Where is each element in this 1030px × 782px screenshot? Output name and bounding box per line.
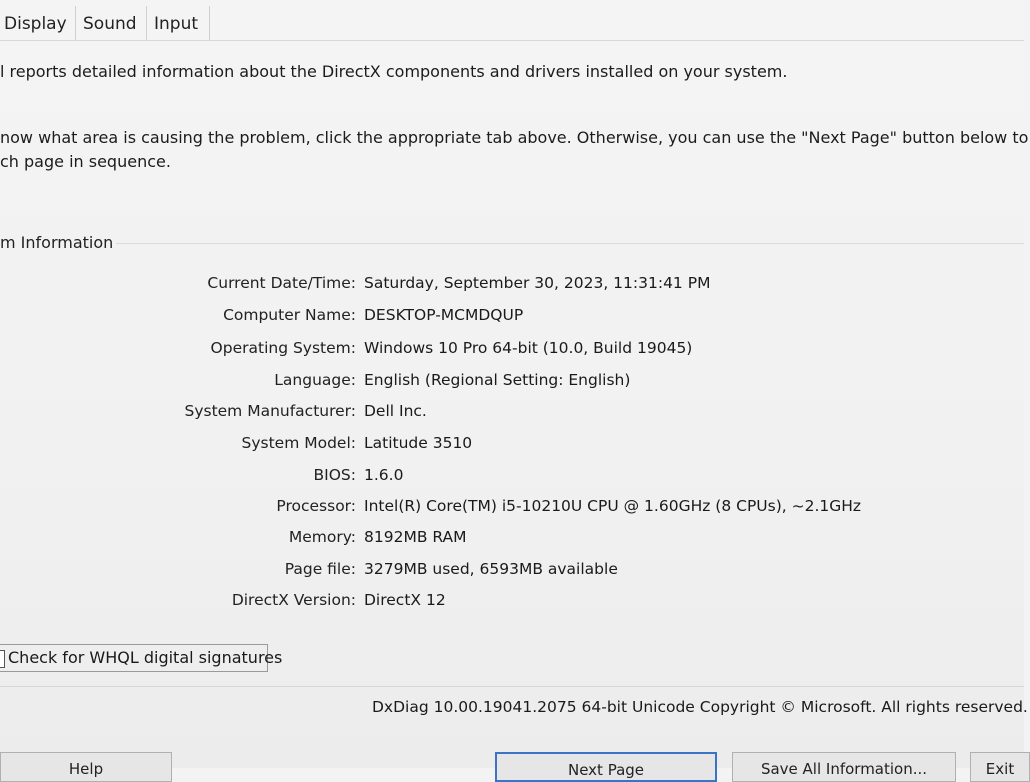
info-value: 1.6.0 [364,466,404,484]
info-value: Windows 10 Pro 64-bit (10.0, Build 19045) [364,339,693,357]
next-page-button-label: Next Page [567,761,645,779]
info-label: Page file: [284,560,356,578]
info-row-system-model [0,434,1024,458]
help-button[interactable] [0,752,172,782]
info-label: Language: [274,371,356,389]
whql-checkbox-control[interactable] [0,644,283,672]
info-row-operating-system [0,339,1024,363]
tab-input[interactable]: Input [148,6,210,40]
save-all-button-label: Save All Information... [760,760,928,778]
info-value: Intel(R) Core(TM) i5-10210U CPU @ 1.60GHz (8 CPUs), ~2.1GHz [364,497,862,515]
info-row-datetime [0,274,1024,298]
info-value: 8192MB RAM [364,528,467,546]
version-copyright-text: DxDiag 10.00.19041.2075 64-bit Unicode Copyright © Microsoft. All rights reserved. [372,698,1028,716]
info-value: Saturday, September 30, 2023, 11:31:41 PM [364,274,711,292]
tab-display[interactable]: Display [0,6,76,40]
info-label: Memory: [288,528,356,546]
info-label: Computer Name: [223,306,356,324]
exit-button[interactable] [970,752,1030,782]
next-page-button[interactable] [495,752,717,782]
whql-checkbox-label[interactable]: Check for WHQL digital signatures [8,648,283,667]
info-label: BIOS: [313,466,356,484]
info-row-page-file [0,560,1024,584]
info-value: 3279MB used, 6593MB available [364,560,618,578]
info-label: System Model: [241,434,356,452]
info-label: Current Date/Time: [207,274,356,292]
info-row-computer-name [0,306,1024,330]
info-label: Processor: [276,497,356,515]
info-value: Latitude 3510 [364,434,473,452]
help-button-label: Help [68,760,104,778]
intro-text-line-1: l reports detailed information about the DirectX components and drivers installed on your system. [0,62,788,81]
save-all-information-button[interactable] [732,752,956,782]
info-label: Operating System: [210,339,356,357]
info-value: English (Regional Setting: English) [364,371,631,389]
info-row-language [0,371,1024,395]
system-information-group-title: m Information [0,233,114,252]
info-row-memory [0,528,1024,552]
tab-strip [0,0,1024,41]
info-value: DirectX 12 [364,591,446,609]
info-value: Dell Inc. [364,402,427,420]
info-row-directx-version [0,591,1024,615]
info-row-system-manufacturer [0,402,1024,426]
info-row-bios [0,466,1024,490]
intro-text-line-3: ch page in sequence. [0,152,171,171]
info-label: DirectX Version: [231,591,356,609]
info-label: System Manufacturer: [184,402,356,420]
intro-text-line-2: now what area is causing the problem, click the appropriate tab above. Otherwise, you can use the "Next Page" button below to [0,128,1029,147]
whql-checkbox[interactable] [0,650,5,668]
exit-button-label: Exit [985,760,1015,778]
tab-sound[interactable]: Sound [77,6,147,40]
info-value: DESKTOP-MCMDQUP [364,306,524,324]
group-divider [116,243,1024,244]
info-row-processor [0,497,1024,521]
footer-divider [0,686,1024,687]
